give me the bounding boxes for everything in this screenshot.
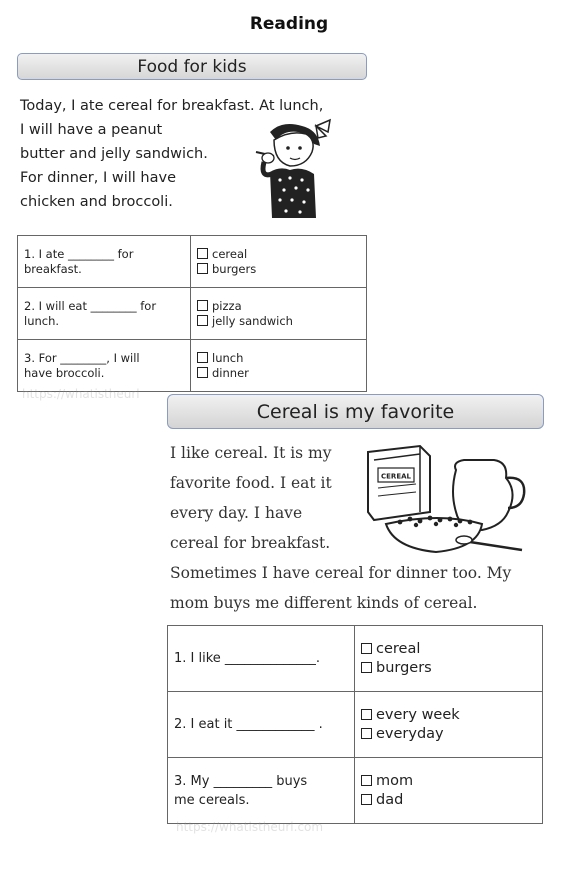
checkbox-icon[interactable] [361,728,372,739]
option-choice[interactable] [361,791,536,810]
question-text: 3. For ________, I will [24,350,140,365]
option-choice[interactable] [197,366,360,381]
table-row [18,236,367,288]
question-text: 3. My _________ buys [174,773,308,789]
option-choice[interactable] [197,247,360,262]
question-text: me cereals. [174,792,250,808]
option-choice[interactable] [197,299,360,314]
options-cell [355,626,543,692]
table-row [168,692,543,758]
question-cell [168,758,355,824]
girl-eating-illustration [240,118,340,220]
question-text: 1. I like ______________. [174,651,321,666]
passage-line: Sometimes I have cereal for dinner too. My [170,564,512,582]
option-choice[interactable] [361,640,536,659]
options-cell [191,340,367,392]
option-label: dad [376,791,404,808]
table-row [168,626,543,692]
option-choice[interactable] [361,772,536,791]
option-label: dinner [212,365,249,380]
passage-line: I will have a peanut [20,122,163,138]
options-cell [355,692,543,758]
option-label: every week [376,706,460,723]
option-label: burgers [212,261,257,276]
option-label: jelly sandwich [212,313,293,328]
question-cell [18,340,191,392]
checkbox-icon[interactable] [197,352,208,363]
checkbox-icon[interactable] [197,263,208,274]
checkbox-icon[interactable] [361,662,372,673]
passage-line: cereal for breakfast. [170,534,331,552]
table-row [18,340,367,392]
option-label: mom [376,772,414,789]
option-label: cereal [212,246,248,261]
option-label: cereal [376,640,421,657]
checkbox-icon[interactable] [197,300,208,311]
option-label: everyday [376,725,444,742]
section1-quiz-table [17,235,367,392]
watermark-text: https://whatistheurl.com [176,820,324,834]
passage-line: I like cereal. It is my [170,444,332,462]
checkbox-icon[interactable] [197,315,208,326]
option-choice[interactable] [361,706,536,725]
table-row [18,288,367,340]
section2-quiz-table [167,625,543,824]
checkbox-icon[interactable] [361,643,372,654]
passage-line: mom buys me different kinds of cereal. [170,594,478,612]
option-label: pizza [212,298,242,313]
table-row [168,758,543,824]
checkbox-icon[interactable] [197,367,208,378]
option-label: lunch [212,350,244,365]
page-title: Reading [249,14,329,34]
options-cell [191,288,367,340]
section1-title: Food for kids [17,53,367,80]
passage-line: favorite food. I eat it [170,474,332,492]
option-choice[interactable] [197,262,360,277]
passage-line: Today, I ate cereal for breakfast. At lunch, [20,98,324,114]
option-label: burgers [376,659,432,676]
checkbox-icon[interactable] [361,709,372,720]
passage-line: butter and jelly sandwich. [20,146,208,162]
section2-title: Cereal is my favorite [167,394,544,429]
passage-line: chicken and broccoli. [20,194,173,210]
passage-line: every day. I have [170,504,303,522]
question-cell [18,236,191,288]
question-cell [168,692,355,758]
option-choice[interactable] [197,314,360,329]
checkbox-icon[interactable] [197,248,208,259]
question-text: 2. I eat it ____________ . [174,717,323,732]
question-cell [168,626,355,692]
options-cell [355,758,543,824]
question-text: breakfast. [24,261,82,276]
question-text: 2. I will eat ________ for [24,298,157,313]
question-text: 1. I ate ________ for [24,246,134,261]
question-cell [18,288,191,340]
checkbox-icon[interactable] [361,775,372,786]
cereal-bowl-illustration [360,442,528,564]
question-text: have broccoli. [24,365,105,380]
option-choice[interactable] [197,351,360,366]
option-choice[interactable] [361,725,536,744]
checkbox-icon[interactable] [361,794,372,805]
question-text: lunch. [24,313,60,328]
cereal-box-label: CEREAL [381,472,411,481]
passage-line: For dinner, I will have [20,170,176,186]
watermark-text: https://whatistheurl [22,387,140,401]
option-choice[interactable] [361,659,536,678]
options-cell [191,236,367,288]
